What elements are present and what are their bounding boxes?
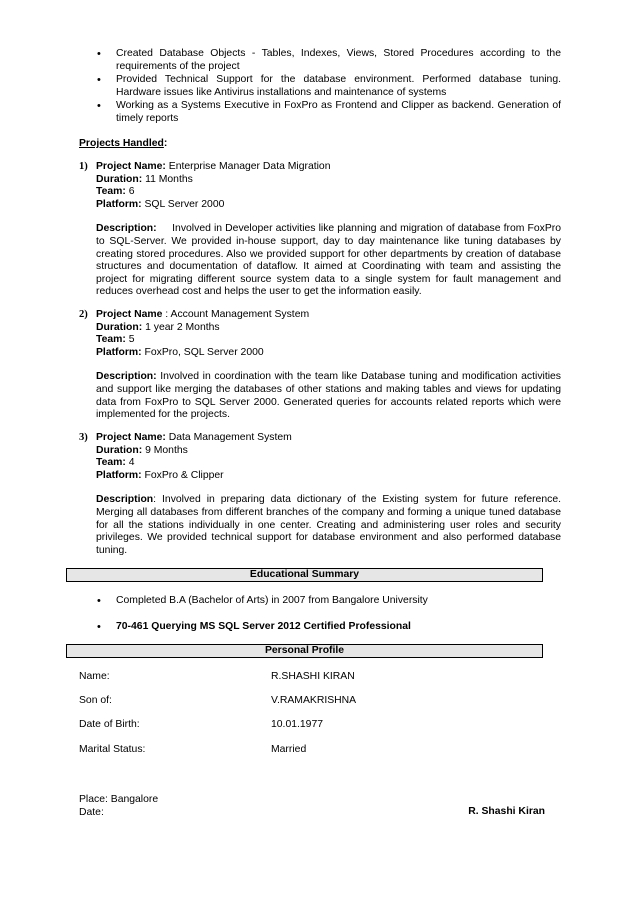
project-number: 2) [79, 309, 88, 320]
project-team: 5 [128, 334, 135, 346]
project-description: Involved in coordination with the team like Database tuning and modification activities and support like merging the databases of other stations and making tables and views for updating data from FoxPro to SQL Server 2000. Generated queries for accounts related reports which were implemented for the projects. [96, 371, 561, 421]
description-label: Description: [96, 371, 157, 383]
project-number: 1) [79, 161, 88, 172]
project-description: Involved in Developer activities like planning and migration of database from FoxPro to SQL-Server. We provided in-house support, day to day maintenance like tuning databases by creating stored procedures. Also we provided support for other departments by creation of database structures and documentation of dataflow. It aimed at Coordinating with team and assisting the project for migrating different source system data to a single system for fault management and reduces overhead cost and helps the user to get the information easily. [96, 223, 561, 298]
list-item: • Provided Technical Support for the database environment. Performed database tuning. Hardware issues like Antivirus installations and maintenance of systems [97, 74, 561, 98]
bullet-icon: • [97, 620, 101, 633]
project-team: 4 [128, 457, 135, 469]
profile-value: R.SHASHI KIRAN [271, 671, 355, 682]
list-item: • Created Database Objects - Tables, Indexes, Views, Stored Procedures according to the requirements of the project [97, 48, 561, 72]
personal-profile-heading: Personal Profile [66, 644, 543, 658]
project-duration: 11 Months [145, 173, 193, 185]
project-name-label: Project Name [96, 309, 163, 320]
bullet-icon: • [97, 48, 101, 60]
project-team: 6 [128, 186, 135, 198]
team-label: Team: [96, 334, 126, 346]
date-text: Date: [79, 806, 104, 818]
profile-label: Name: [79, 671, 110, 682]
project-platform: SQL Server 2000 [144, 198, 225, 210]
project-platform: FoxPro, SQL Server 2000 [144, 346, 264, 358]
project-name: Enterprise Manager Data Migration [168, 161, 331, 172]
bullet-icon: • [97, 595, 101, 607]
profile-label: Son of: [79, 695, 112, 706]
list-item: • 70-461 Querying MS SQL Server 2012 Certified Professional [97, 620, 411, 633]
project-2: 2) Project Name : Account Management System Duration: 1 year 2 Months Team: 5 Platform: FoxPro, SQL Server 2000 Description: Involved in coordination with the team like Database tuning and modification activities and support like merging the databases of other stations and making tables and views for updating data from FoxPro to SQL Server 2000. Generated queries for accounts related reports which were implemented for the projects. [79, 309, 561, 421]
profile-label: Date of Birth: [79, 719, 140, 730]
bullet-icon: • [97, 74, 101, 87]
description-label: Description: [96, 223, 157, 235]
project-duration: 9 Months [145, 444, 188, 456]
duration-label: Duration: [96, 444, 143, 456]
project-3: 3) Project Name: Data Management System Duration: 9 Months Team: 4 Platform: FoxPro & Clipper Description: Involved in preparing data dictionary of the Existing system for future reference. Merging all databases from different branches of the company and forming a unique tuned database for all the stations individually in one center. Creating and administering user roles and security privileges. We provided technical support for database environment and also performed database tuning. [79, 432, 561, 556]
place-date-block [79, 794, 158, 819]
duration-label: Duration: [96, 321, 143, 333]
list-item: • Working as a Systems Executive in FoxPro as Frontend and Clipper as backend. Generation of timely reports [97, 100, 561, 124]
platform-label: Platform: [96, 346, 142, 358]
educational-summary-heading: Educational Summary [66, 568, 543, 582]
project-number: 3) [79, 432, 88, 443]
project-name: Data Management System [168, 432, 292, 443]
experience-bullets [97, 48, 561, 127]
team-label: Team: [96, 186, 126, 198]
project-name-label: Project Name: [96, 432, 166, 443]
profile-value: 10.01.1977 [271, 719, 324, 730]
platform-label: Platform: [96, 469, 142, 481]
profile-value: V.RAMAKRISHNA [271, 695, 357, 706]
project-1 [79, 161, 561, 299]
description-label: Description [96, 494, 154, 506]
signature-name: R. Shashi Kiran [468, 806, 545, 817]
profile-label: Marital Status: [79, 744, 146, 755]
profile-value: Married [271, 744, 307, 755]
team-label: Team: [96, 457, 126, 469]
project-duration: 1 year 2 Months [145, 321, 220, 333]
bullet-icon: • [97, 100, 101, 113]
education-list [97, 595, 561, 646]
duration-label: Duration: [96, 173, 143, 185]
project-platform: FoxPro & Clipper [144, 469, 224, 481]
projects-heading: Projects Handled: [79, 138, 168, 149]
project-name-label: Project Name: [96, 161, 166, 172]
project-name: Account Management System [170, 309, 310, 320]
list-item: • Completed B.A (Bachelor of Arts) in 2007 from Bangalore University [97, 595, 428, 607]
place-text: Place: Bangalore [79, 794, 159, 805]
platform-label: Platform: [96, 198, 142, 210]
project-description: Involved in preparing data dictionary of the Existing system for future reference. Merging all databases from different branches of the company and forming a unique tuned database for all the stations individually in one center. Creating and administering user roles and security privileges. We provided technical support for database environment and also performed database tuning. [96, 494, 561, 556]
